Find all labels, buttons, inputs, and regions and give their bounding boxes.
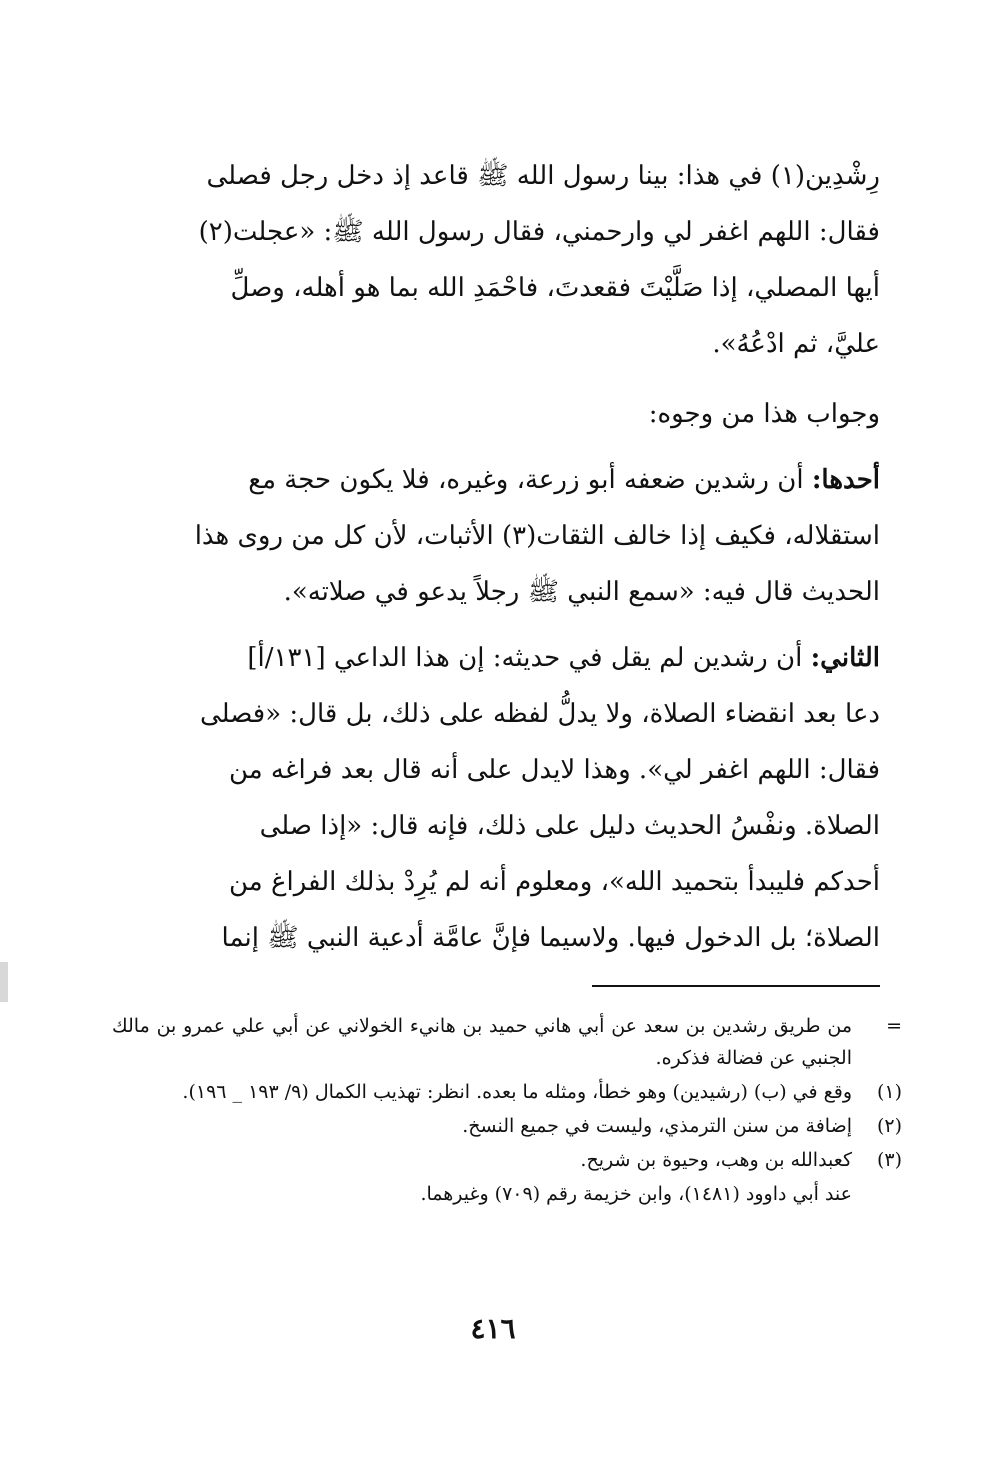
- page-number: ٤١٦: [470, 1312, 516, 1345]
- footnote-3: [112, 1144, 902, 1176]
- paragraph-1-line-3: أيها المصلي، إذا صَلَّيْتَ فقعدتَ، فاحْمَدِ الله بما هو أهله، وصلِّ: [230, 273, 880, 303]
- paragraph-2: وجواب هذا من وجوه:: [648, 399, 880, 429]
- footnote-continuation: [112, 1178, 902, 1210]
- paragraph-1-line-4: عليَّ، ثم ادْعُهُ».: [712, 329, 880, 359]
- paragraph-4-line-1-text: أن رشدين لم يقل في حديثه: إن هذا الداعي [١٣١/أ]: [247, 643, 811, 673]
- paragraph-4-line-2: دعا بعد انقضاء الصلاة، ولا يدلُّ لفظه على ذلك، بل قال: «فصلى: [199, 699, 880, 729]
- paragraph-4-line-5: أحدكم فليبدأ بتحميد الله»، ومعلوم أنه لم يُرِدْ بذلك الفراغ من: [228, 867, 880, 897]
- paragraph-4-line-4: الصلاة. ونفْسُ الحديث دليل على ذلك، فإنه قال: «إذا صلى: [259, 811, 880, 841]
- paragraph-3-lead: أحدها:: [811, 465, 880, 495]
- paragraph-4-line-3: فقال: اللهم اغفر لي». وهذا لايدل على أنه قال بعد فراغه من: [228, 755, 880, 785]
- footnote-marker: (٣): [876, 1149, 902, 1171]
- footnote-marker: (٢): [876, 1115, 902, 1137]
- paragraph-3-line-2: استقلاله، فكيف إذا خالف الثقات(٣) الأثبات، لأن كل من روى هذا: [194, 521, 880, 551]
- paragraph-4-line-6: الصلاة؛ بل الدخول فيها. ولاسيما فإنَّ عامَّة أدعية النبي ﷺ إنما: [221, 923, 880, 953]
- footnote-continued: [112, 1010, 902, 1074]
- footnotes: [112, 1010, 902, 1210]
- footnote-text: عند أبي داوود (١٤٨١)، وابن خزيمة رقم (٧٠٩) وغيرهما.: [420, 1183, 852, 1205]
- paragraph-3-line-1: [122, 452, 880, 508]
- scan-edge-mark: [0, 962, 8, 1002]
- paragraph-1-line-2: فقال: اللهم اغفر لي وارحمني، فقال رسول الله ﷺ: «عجلت(٢): [198, 217, 880, 247]
- paragraph-3-line-3: الحديث قال فيه: «سمع النبي ﷺ رجلاً يدعو في صلاته».: [283, 577, 880, 607]
- footnote-marker: (١): [876, 1081, 902, 1103]
- paragraph-4-line-1: [122, 630, 880, 686]
- main-text: [122, 148, 880, 966]
- paragraph-3-line-1-text: أن رشدين ضعفه أبو زرعة، وغيره، فلا يكون حجة مع: [248, 465, 812, 495]
- footnote-text: إضافة من سنن الترمذي، وليست في جميع النسخ.: [462, 1115, 852, 1137]
- footnote-marker: =: [886, 1015, 902, 1037]
- footnote-text: وقع في (ب) (رشيدين) وهو خطأ، ومثله ما بعده. انظر: تهذيب الكمال (٩/ ١٩٣ _ ١٩٦).: [182, 1081, 852, 1103]
- footnote-2: [112, 1110, 902, 1142]
- paragraph-4-lead: الثاني:: [810, 643, 880, 673]
- paragraph-1-line-1: رِشْدِين(١) في هذا: بينا رسول الله ﷺ قاعد إذ دخل رجل فصلى: [206, 161, 880, 191]
- footnote-text: كعبدالله بن وهب، وحيوة بن شريح.: [580, 1149, 852, 1171]
- footnote-divider: [592, 985, 880, 987]
- footnote-text: من طريق رشدين بن سعد عن أبي هاني حميد بن هانيء الخولاني عن أبي علي عمرو بن مالك الجنبي عن فضالة فذكره.: [112, 1015, 852, 1069]
- footnote-1: [112, 1076, 902, 1108]
